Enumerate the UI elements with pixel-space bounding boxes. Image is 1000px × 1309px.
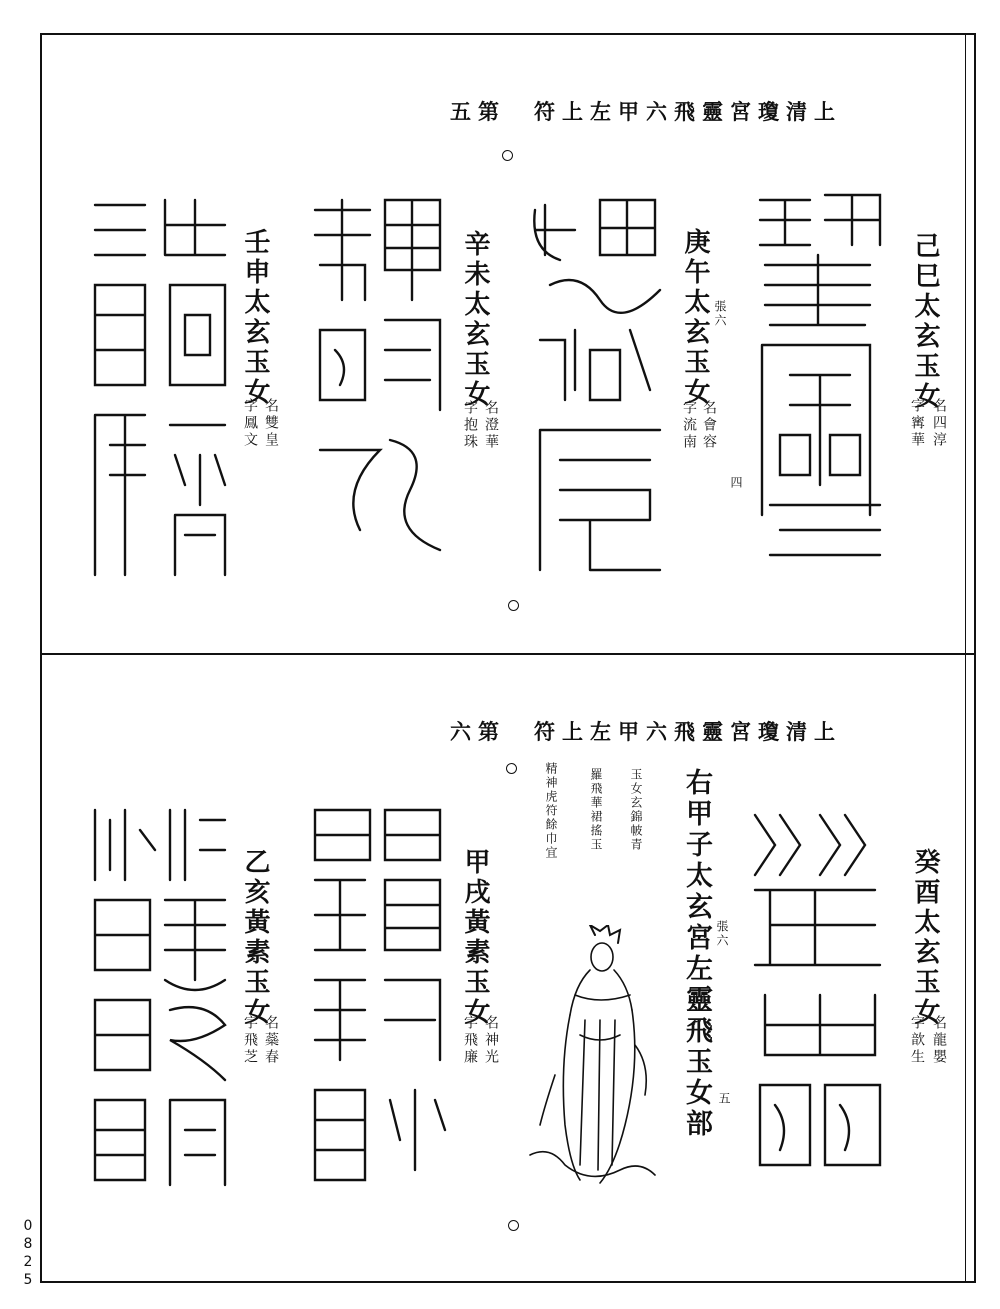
page-number: 0825 bbox=[20, 1218, 36, 1290]
entry-name: 乙亥黃素玉女 bbox=[240, 848, 270, 1028]
talisman-seal-icon bbox=[300, 190, 450, 580]
entry-name: 壬申太玄玉女 bbox=[240, 228, 270, 408]
talisman-seal-icon bbox=[520, 190, 670, 580]
talisman-seal-icon bbox=[305, 800, 450, 1190]
entry-note: 名蘂春 bbox=[263, 1015, 279, 1066]
entry-note: 字抱珠 bbox=[462, 400, 478, 451]
caption-line: 玉女玄錦帔青 bbox=[629, 768, 643, 852]
entry-note: 名澄華 bbox=[483, 400, 499, 451]
bottom-header: 上清瓊宮靈飛六甲左上符 第六 bbox=[450, 719, 842, 744]
top-header: 上清瓊宮靈飛六甲左上符 第五 bbox=[450, 99, 842, 124]
entry-note: 字鳳文 bbox=[242, 398, 258, 449]
panel-divider bbox=[40, 653, 976, 655]
entry-note: 字飛廉 bbox=[462, 1015, 478, 1066]
entry-note: 名龍嬰 bbox=[931, 1015, 947, 1066]
caption-line: 羅飛華裙搖玉 bbox=[589, 768, 603, 852]
binding-hole-icon bbox=[506, 763, 517, 774]
entry-name: 辛未太玄玉女 bbox=[460, 230, 490, 410]
binding-hole-icon bbox=[508, 600, 519, 611]
talisman-seal-icon bbox=[740, 185, 890, 575]
entry-note: 名神光 bbox=[483, 1015, 499, 1066]
entry-note: 字流南 bbox=[681, 400, 697, 451]
folio-marker: 四 bbox=[729, 476, 743, 490]
entry-name: 癸酉太玄玉女 bbox=[910, 848, 940, 1028]
folio-marker: 五 bbox=[717, 1092, 731, 1106]
entry-note: 名雙皇 bbox=[263, 398, 279, 449]
entry-name: 己巳太玄玉女 bbox=[910, 232, 940, 412]
entry-name: 甲戌黃素玉女 bbox=[460, 848, 490, 1028]
entry-name: 庚午太玄玉女 bbox=[680, 228, 710, 408]
talisman-seal-icon bbox=[745, 795, 890, 1185]
entry-note: 字歆生 bbox=[909, 1015, 925, 1066]
entry-note: 字寗華 bbox=[909, 398, 925, 449]
talisman-seal-icon bbox=[85, 185, 235, 580]
caption-line: 精神虎符餘巾宜 bbox=[544, 762, 558, 860]
talisman-seal-icon bbox=[85, 800, 235, 1190]
entry-note: 名會容 bbox=[701, 400, 717, 451]
jade-maiden-figure-image bbox=[520, 925, 660, 1190]
binding-hole-icon bbox=[508, 1220, 519, 1231]
entry-note: 名四淳 bbox=[931, 398, 947, 449]
entry-aside: 張六 bbox=[715, 920, 729, 948]
section-title: 右甲子太玄宮左靈飛玉女部 bbox=[681, 768, 712, 1140]
entry-note: 字飛芝 bbox=[242, 1015, 258, 1066]
entry-aside: 張六 bbox=[713, 300, 727, 328]
binding-hole-icon bbox=[502, 150, 513, 161]
